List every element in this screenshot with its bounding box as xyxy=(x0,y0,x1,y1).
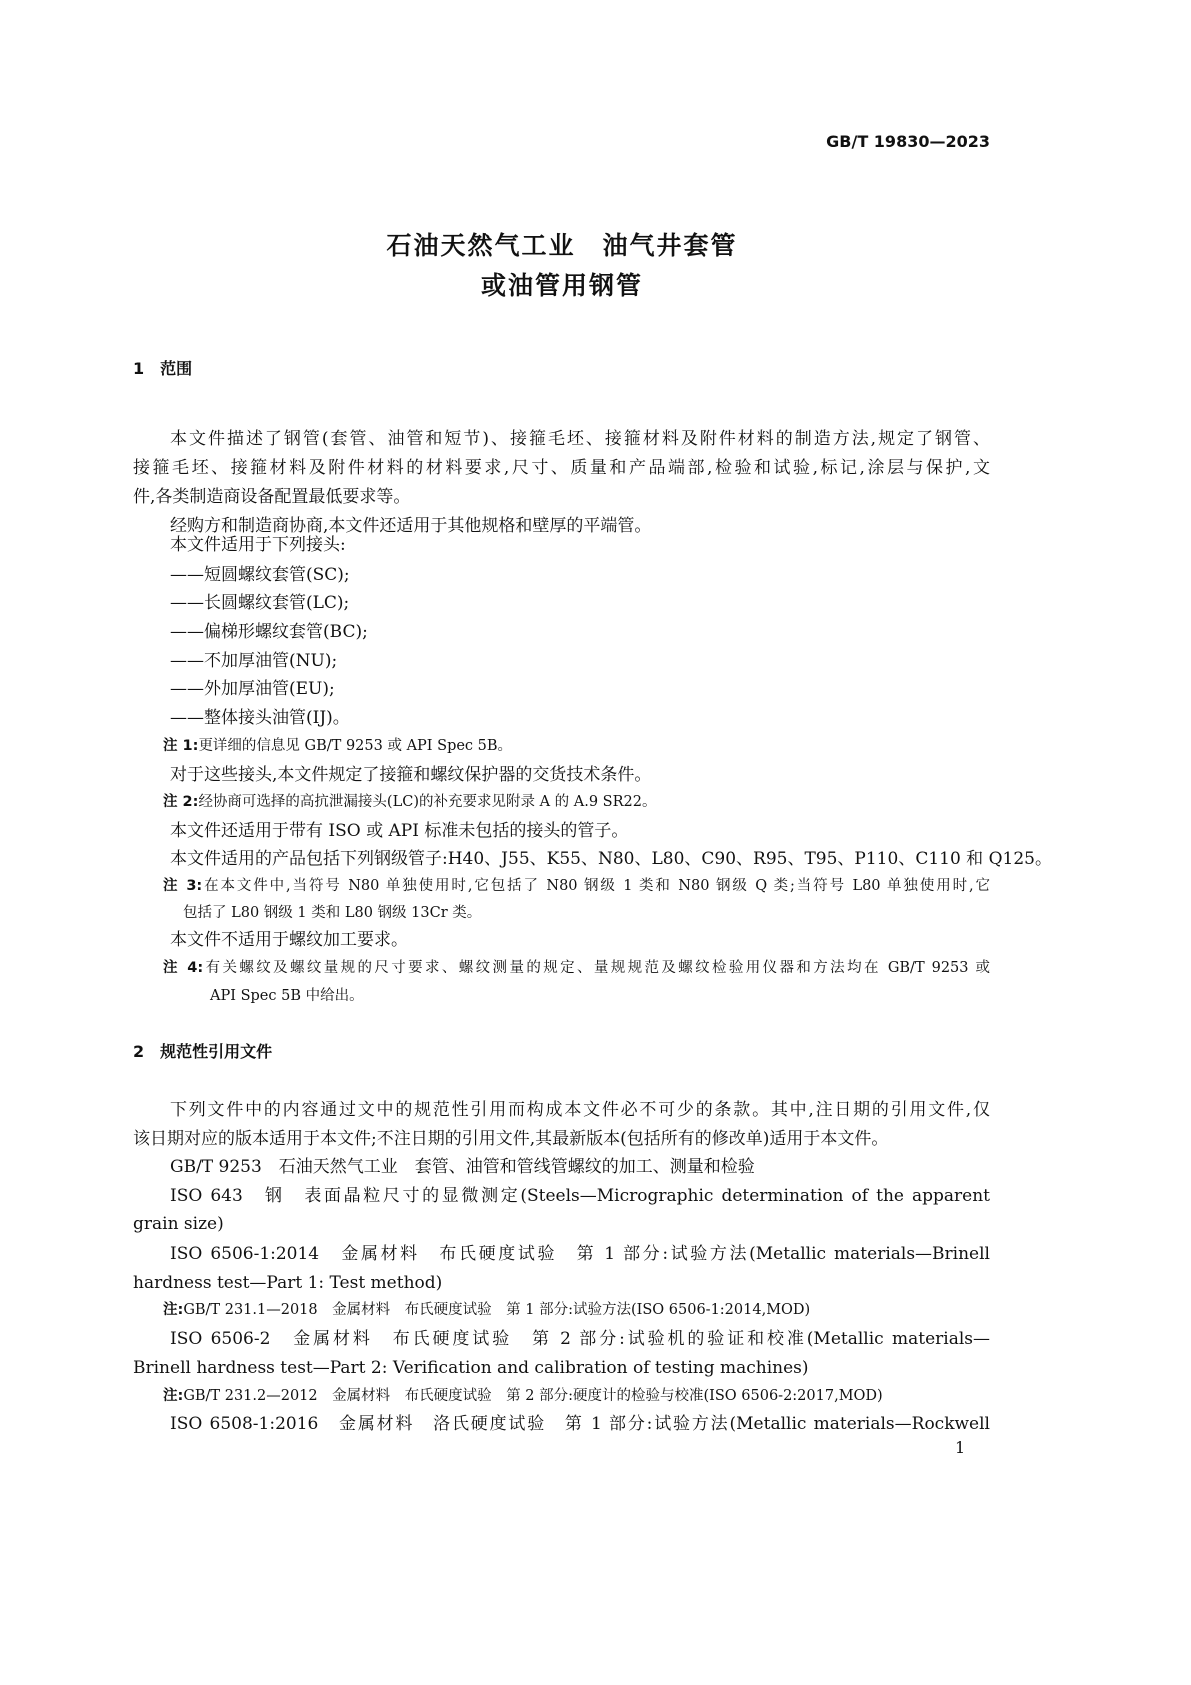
note-3-cont: 包括了 L80 钢级 1 类和 L80 钢级 13Cr 类。 xyxy=(183,905,482,921)
note-label: 注: xyxy=(163,1388,184,1404)
paragraph: 本文件适用的产品包括下列钢级管子:H40、J55、K55、N80、L80、C90、R95、T95、P110、C110 和 Q125。 xyxy=(170,849,1052,869)
note-text: 更详细的信息见 GB/T 9253 或 API Spec 5B。 xyxy=(198,738,513,754)
note-text: 有关螺纹及螺纹量规的尺寸要求、螺纹测量的规定、量规规范及螺纹检验用仪器和方法均在 GB/T 9253 或 xyxy=(203,960,990,976)
paragraph-line: 本文件描述了钢管(套管、油管和短节)、接箍毛坯、接箍材料及附件材料的制造方法,规定了钢管、 xyxy=(170,429,990,449)
paragraph: 本文件适用于下列接头: xyxy=(170,535,346,555)
list-item: ——长圆螺纹套管(LC); xyxy=(170,593,350,613)
note-label: 注 2: xyxy=(163,794,199,810)
note-2 xyxy=(163,790,657,814)
section-2-heading: 2 规范性引用文件 xyxy=(133,1042,273,1061)
note-3 xyxy=(163,874,990,898)
paragraph: 本文件还适用于带有 ISO 或 API 标准未包括的接头的管子。 xyxy=(170,821,629,841)
note-label: 注 4: xyxy=(163,960,204,976)
note-text: 经协商可选择的高抗泄漏接头(LC)的补充要求见附录 A 的 A.9 SR22。 xyxy=(198,794,657,810)
reference-cont: grain size) xyxy=(133,1214,224,1234)
list-item: ——整体接头油管(IJ)。 xyxy=(170,708,350,728)
list-item: ——偏梯形螺纹套管(BC); xyxy=(170,622,368,642)
note-1 xyxy=(163,734,512,758)
list-item: ——短圆螺纹套管(SC); xyxy=(170,565,350,585)
paragraph-line: 该日期对应的版本适用于本文件;不注日期的引用文件,其最新版本(包括所有的修改单)适用于本文件。 xyxy=(133,1129,889,1149)
note-label: 注 1: xyxy=(163,738,199,754)
title-line-1: 石油天然气工业 油气井套管 xyxy=(386,231,738,260)
reference: ISO 643 钢 表面晶粒尺寸的显微测定(Steels—Micrographic determination of the apparent xyxy=(170,1186,990,1206)
list-item: ——不加厚油管(NU); xyxy=(170,651,338,671)
reference-cont: Brinell hardness test—Part 2: Verification and calibration of testing machines) xyxy=(133,1358,809,1378)
note-label: 注 3: xyxy=(163,878,203,894)
paragraph: 对于这些接头,本文件规定了接箍和螺纹保护器的交货技术条件。 xyxy=(170,765,652,785)
section-1-heading: 1 范围 xyxy=(133,359,193,378)
page-number: 1 xyxy=(955,1438,966,1457)
reference: GB/T 9253 石油天然气工业 套管、油管和管线管螺纹的加工、测量和检验 xyxy=(170,1157,755,1177)
standard-number: GB/T 19830—2023 xyxy=(826,132,990,151)
reference-note xyxy=(163,1298,810,1322)
paragraph-line: 接箍毛坯、接箍材料及附件材料的材料要求,尺寸、质量和产品端部,检验和试验,标记,涂层与保护,文 xyxy=(133,458,990,478)
title-line-2: 或油管用钢管 xyxy=(480,271,643,300)
note-text: GB/T 231.2—2012 金属材料 布氏硬度试验 第 2 部分:硬度计的检验与校准(ISO 6506-2:2017,MOD) xyxy=(183,1388,883,1404)
note-label: 注: xyxy=(163,1302,184,1318)
note-4-cont: API Spec 5B 中给出。 xyxy=(210,988,364,1004)
note-text: GB/T 231.1—2018 金属材料 布氏硬度试验 第 1 部分:试验方法(ISO 6506-1:2014,MOD) xyxy=(183,1302,811,1318)
reference-cont: hardness test—Part 1: Test method) xyxy=(133,1273,443,1293)
reference-note xyxy=(163,1384,883,1408)
note-4 xyxy=(163,956,990,980)
paragraph-line: 下列文件中的内容通过文中的规范性引用而构成本文件必不可少的条款。其中,注日期的引用文件,仅 xyxy=(170,1100,990,1120)
paragraph: 本文件不适用于螺纹加工要求。 xyxy=(170,930,408,950)
paragraph: 经购方和制造商协商,本文件还适用于其他规格和壁厚的平端管。 xyxy=(170,516,652,536)
reference: ISO 6506-2 金属材料 布氏硬度试验 第 2 部分:试验机的验证和校准(Metallic materials— xyxy=(170,1329,990,1349)
reference: ISO 6508-1:2016 金属材料 洛氏硬度试验 第 1 部分:试验方法(Metallic materials—Rockwell xyxy=(170,1414,990,1434)
list-item: ——外加厚油管(EU); xyxy=(170,679,335,699)
reference: ISO 6506-1:2014 金属材料 布氏硬度试验 第 1 部分:试验方法(Metallic materials—Brinell xyxy=(170,1244,990,1264)
note-text: 在本文件中,当符号 N80 单独使用时,它包括了 N80 钢级 1 类和 N80 钢级 Q 类;当符号 L80 单独使用时,它 xyxy=(202,878,990,894)
paragraph-line: 件,各类制造商设备配置最低要求等。 xyxy=(133,487,411,507)
